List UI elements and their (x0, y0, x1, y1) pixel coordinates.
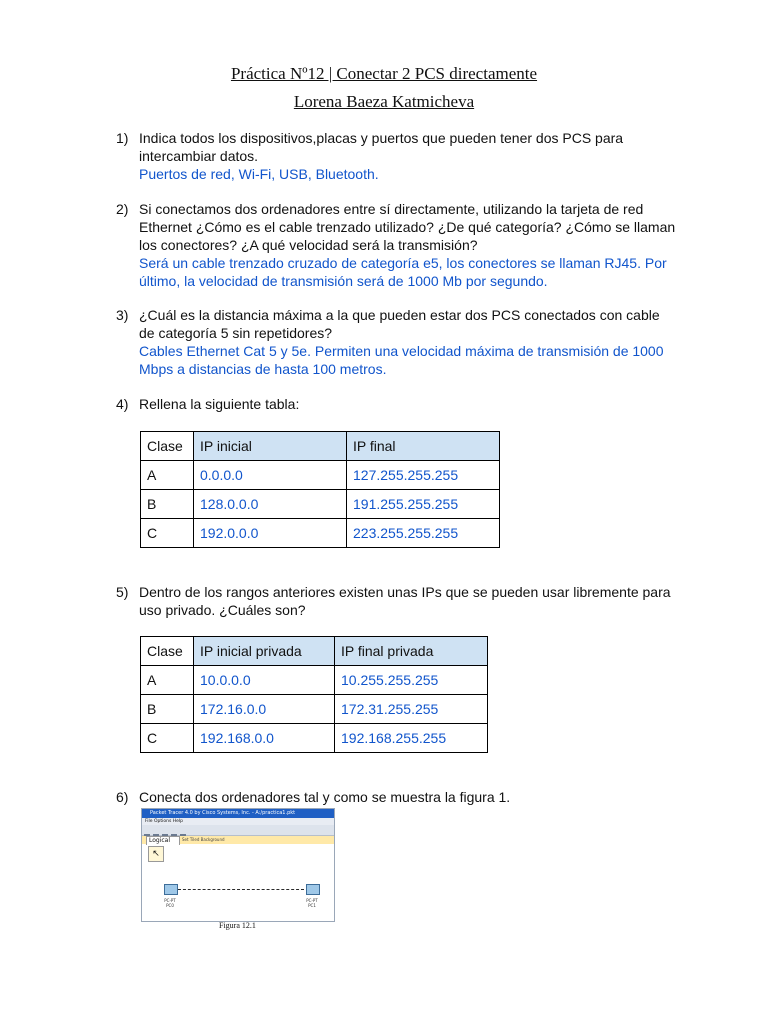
table-header-cell: IP final privada (335, 637, 488, 666)
crossover-cable-link (178, 889, 304, 890)
question-6 (116, 788, 676, 806)
question-text: Rellena la siguiente tabla: (139, 396, 300, 412)
question-3 (116, 306, 676, 378)
table-cell: 192.168.255.255 (335, 724, 488, 753)
question-text: Conecta dos ordenadores tal y como se muestra la figura 1. (139, 789, 511, 805)
author-name: Lorena Baeza Katmicheva (293, 92, 475, 111)
question-text: Indica todos los dispositivos,placas y puertos que pueden tener dos PCS para intercambiar datos. (139, 130, 624, 164)
workspace-bar (142, 836, 334, 844)
question-number: 4) (116, 396, 129, 412)
page-title: Práctica Nº12 | Conectar 2 PCS directamente (230, 64, 538, 83)
question-text: Si conectamos dos ordenadores entre sí directamente, utilizando la tarjeta de red Ethernet ¿Cómo es el cable trenzado utilizado? ¿De qué categoría? ¿Cómo se llaman los conectores? ¿A qué velocidad será la transmisión? (139, 201, 676, 253)
table-row (141, 666, 488, 695)
window-title: Packet Tracer 4.0 by Cisco Systems, Inc. - A:/practica1.pkt (142, 809, 334, 818)
toolbar (142, 825, 334, 836)
table-cell: A (141, 461, 194, 490)
table-cell: 223.255.255.255 (347, 519, 500, 548)
question-number: 5) (116, 584, 129, 600)
packet-tracer-figure (141, 808, 335, 922)
background-label: Set Tiled Background (182, 837, 225, 842)
table-cell: 172.16.0.0 (194, 695, 335, 724)
table-cell: 127.255.255.255 (347, 461, 500, 490)
table-cell: 0.0.0.0 (194, 461, 347, 490)
ip-classes-table (140, 431, 500, 548)
question-number: 3) (116, 307, 129, 323)
table-header-cell: IP inicial privada (194, 637, 335, 666)
pc0-label: PC-PT PC0 (164, 898, 176, 908)
logical-tab: Logical (146, 836, 180, 845)
private-ip-table (140, 636, 488, 753)
table-header-cell: IP final (347, 432, 500, 461)
question-number: 1) (116, 130, 129, 146)
table-cell: 10.255.255.255 (335, 666, 488, 695)
question-2 (116, 200, 676, 290)
table-cell: 10.0.0.0 (194, 666, 335, 695)
table-cell: B (141, 695, 194, 724)
table-header-row (141, 432, 500, 461)
question-text: Dentro de los rangos anteriores existen unas IPs que se pueden usar libremente para uso privado. ¿Cuáles son? (139, 584, 671, 618)
table-cell: C (141, 519, 194, 548)
answer-text: Puertos de red, Wi-Fi, USB, Bluetooth. (139, 166, 379, 182)
pc1-label: PC-PT PC1 (306, 898, 318, 908)
table-cell: B (141, 490, 194, 519)
table-header-row (141, 637, 488, 666)
answer-text: Será un cable trenzado cruzado de categoría e5, los conectores se llaman RJ45. Por último, la velocidad de transmisión será de 1000 Mb por segundo. (139, 255, 667, 289)
table-row (141, 519, 500, 548)
figure-caption: Figura 12.1 (219, 921, 256, 930)
question-text: ¿Cuál es la distancia máxima a la que pueden estar dos PCS conectados con cable de categoría 5 sin repetidores? (139, 307, 660, 341)
question-1 (116, 129, 676, 183)
pc1-computer-icon (306, 884, 320, 895)
table-cell: C (141, 724, 194, 753)
table-cell: 191.255.255.255 (347, 490, 500, 519)
table-header-cell: Clase (141, 432, 194, 461)
table-cell: 172.31.255.255 (335, 695, 488, 724)
question-number: 2) (116, 201, 129, 217)
table-cell: 192.0.0.0 (194, 519, 347, 548)
table-row (141, 724, 488, 753)
select-tool-icon: ↖ (148, 846, 164, 862)
table-row (141, 695, 488, 724)
table-row (141, 461, 500, 490)
question-number: 6) (116, 789, 129, 805)
menu-bar: File Options Help (142, 818, 334, 825)
pc0-computer-icon (164, 884, 178, 895)
table-row (141, 490, 500, 519)
table-cell: 192.168.0.0 (194, 724, 335, 753)
question-5 (116, 583, 676, 619)
table-header-cell: IP inicial (194, 432, 347, 461)
workspace-canvas (142, 844, 334, 910)
question-4 (116, 395, 676, 413)
answer-text: Cables Ethernet Cat 5 y 5e. Permiten una velocidad máxima de transmisión de 1000 Mbps a distancias de hasta 100 metros. (139, 343, 664, 377)
table-header-cell: Clase (141, 637, 194, 666)
table-cell: 128.0.0.0 (194, 490, 347, 519)
table-cell: A (141, 666, 194, 695)
